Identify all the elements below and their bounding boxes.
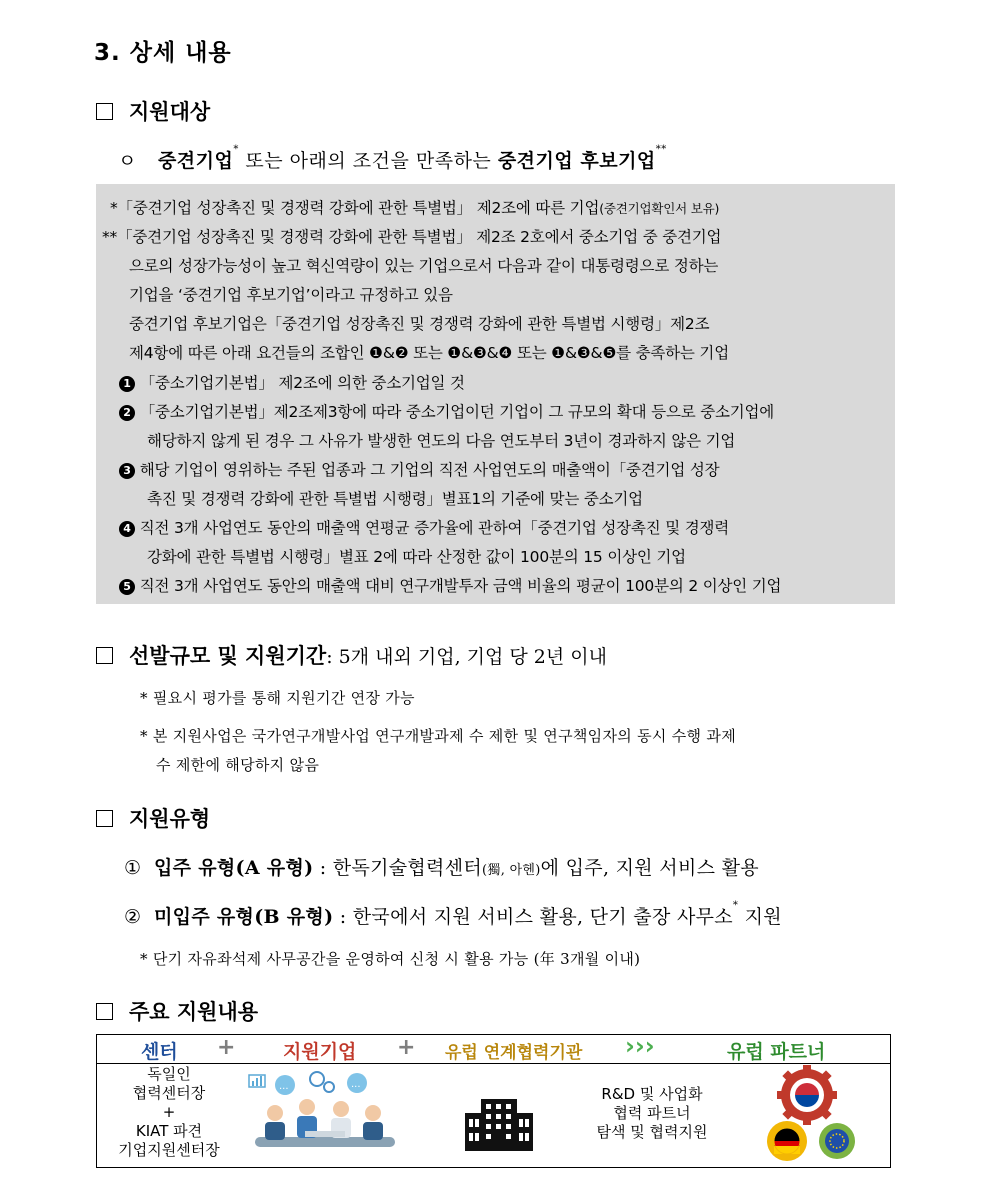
scale-value: : 5개 내외 기업, 기업 당 2년 이내 bbox=[326, 645, 607, 668]
section-title: 지원유형 bbox=[129, 807, 211, 831]
footnote-2-cont: 중견기업 후보기업은「중견기업 성장촉진 및 경쟁력 강화에 관한 특별법 시행령」제2조 bbox=[129, 315, 710, 333]
partner-gears-icon bbox=[765, 1065, 861, 1165]
section-types bbox=[96, 803, 210, 833]
right-cell: R&D 및 사업화 협력 파트너 탐색 및 협력지원 bbox=[596, 1085, 708, 1141]
footnote-2-cont: 기업을 ‘중견기업 후보기업’이라고 규정하고 있음 bbox=[129, 286, 453, 304]
section-main bbox=[96, 996, 258, 1026]
footnote-2-cont: 으로의 성장가능성이 높고 혁신역량이 있는 기업으로서 다음과 같이 대통령령으로 정하는 bbox=[129, 257, 719, 275]
number-icon: 2 bbox=[119, 405, 135, 421]
target-line bbox=[118, 146, 667, 173]
criteria-item-2: 2 「중소기업기본법」제2조제3항에 따라 중소기업이던 기업이 그 규모의 확대 등으로 중소기업에 bbox=[119, 400, 774, 422]
building-icon bbox=[461, 1095, 537, 1155]
checkbox-icon bbox=[96, 810, 113, 827]
type-b: ② 미입주 유형(B 유형) : 한국에서 지원 서비스 활용, 단기 출장 사무소* 지원 bbox=[124, 900, 782, 928]
checkbox-icon bbox=[96, 1003, 113, 1020]
note: * 단기 자유좌석제 사무공간을 운영하여 신청 시 활용 가능 (年 3개월 이내) bbox=[140, 950, 641, 968]
support-table bbox=[96, 1034, 891, 1168]
criteria-item-4-cont: 강화에 관한 특별법 시행령」별표 2에 따라 산정한 값이 100분의 15 이상인 기업 bbox=[147, 548, 686, 566]
checkbox-icon bbox=[96, 647, 113, 664]
section-target bbox=[96, 96, 210, 126]
germany-gear-icon bbox=[767, 1121, 807, 1161]
criteria-item-2-cont: 해당하지 않게 된 경우 그 사유가 발생한 연도의 다음 연도부터 3년이 경과하지 않은 기업 bbox=[147, 432, 736, 450]
criteria-item-5: 5 직전 3개 사업연도 동안의 매출액 대비 연구개발투자 금액 비율의 평균이 100분의 2 이상인 기업 bbox=[119, 574, 781, 596]
note-cont: 수 제한에 해당하지 않음 bbox=[156, 756, 320, 774]
header-partner: 유럽 파트너 bbox=[727, 1041, 826, 1063]
section-scale bbox=[96, 640, 607, 670]
number-icon: 4 bbox=[119, 521, 135, 537]
number-icon: 3 bbox=[119, 463, 135, 479]
footnote-2: **「중견기업 성장촉진 및 경쟁력 강화에 관한 특별법」 제2조 2호에서 중소기업 중 중견기업 bbox=[102, 228, 722, 246]
section-title: 지원대상 bbox=[129, 100, 211, 124]
footnote-1: *「중견기업 성장촉진 및 경쟁력 강화에 관한 특별법」 제2조에 따른 기업(중견기업확인서 보유) bbox=[110, 199, 720, 217]
plus-icon: + bbox=[397, 1035, 416, 1060]
svg-text:...: ... bbox=[351, 1079, 361, 1090]
term-midsize: 중견기업 bbox=[157, 150, 234, 172]
eu-gear-icon bbox=[819, 1123, 855, 1159]
footnote-mark: * bbox=[233, 144, 239, 155]
criteria-item-3: 3 해당 기업이 영위하는 주된 업종과 그 기업의 직전 사업연도의 매출액이「중견기업 성장 bbox=[119, 458, 719, 480]
svg-text:...: ... bbox=[279, 1081, 289, 1092]
bullet: ㅇ bbox=[118, 150, 137, 172]
plus-icon: + bbox=[217, 1035, 236, 1060]
arrows-icon: ››› bbox=[625, 1032, 655, 1060]
criteria-item-1: 1 「중소기업기본법」 제2조에 의한 중소기업일 것 bbox=[119, 371, 465, 393]
text: 또는 아래의 조건을 만족하는 bbox=[238, 150, 498, 172]
criteria-item-4: 4 직전 3개 사업연도 동안의 매출액 연평균 증가율에 관하여「중견기업 성장촉진 및 경쟁력 bbox=[119, 516, 729, 538]
left-cell: 독일인 협력센터장 + KIAT 파견 기업지원센터장 bbox=[118, 1065, 220, 1159]
header-org: 유럽 연계협력기관 bbox=[445, 1043, 583, 1063]
note: * 필요시 평가를 통해 지원기간 연장 가능 bbox=[140, 689, 415, 707]
checkbox-icon bbox=[96, 103, 113, 120]
criteria-box bbox=[96, 184, 895, 604]
criteria-item-3-cont: 촉진 및 경쟁력 강화에 관한 특별법 시행령」별표1의 기준에 맞는 중소기업 bbox=[147, 490, 643, 508]
header-center: 센터 bbox=[141, 1041, 178, 1063]
korea-gear-icon bbox=[777, 1065, 837, 1125]
table-header bbox=[97, 1032, 890, 1064]
section-title: 주요 지원내용 bbox=[129, 1000, 259, 1024]
footnote-mark: ** bbox=[655, 144, 667, 155]
footnote-2-cont: 제4항에 따른 아래 요건들의 조합인 ❶&❷ 또는 ❶&❸&❹ 또는 ❶&❸&❺를 충족하는 기업 bbox=[129, 344, 729, 362]
type-a: ① 입주 유형(A 유형) : 한독기술협력센터(獨, 아헨)에 입주, 지원 서비스 활용 bbox=[124, 857, 759, 879]
term-candidate: 중견기업 후보기업 bbox=[497, 150, 656, 172]
meeting-illustration-icon bbox=[245, 1067, 405, 1165]
header-company: 지원기업 bbox=[283, 1041, 357, 1063]
number-icon: 1 bbox=[119, 376, 135, 392]
note: * 본 지원사업은 국가연구개발사업 연구개발과제 수 제한 및 연구책임자의 동시 수행 과제 bbox=[140, 727, 736, 745]
number-icon: 5 bbox=[119, 579, 135, 595]
section-title: 선발규모 및 지원기간 bbox=[129, 644, 327, 668]
section-heading: 3. 상세 내용 bbox=[94, 40, 232, 66]
